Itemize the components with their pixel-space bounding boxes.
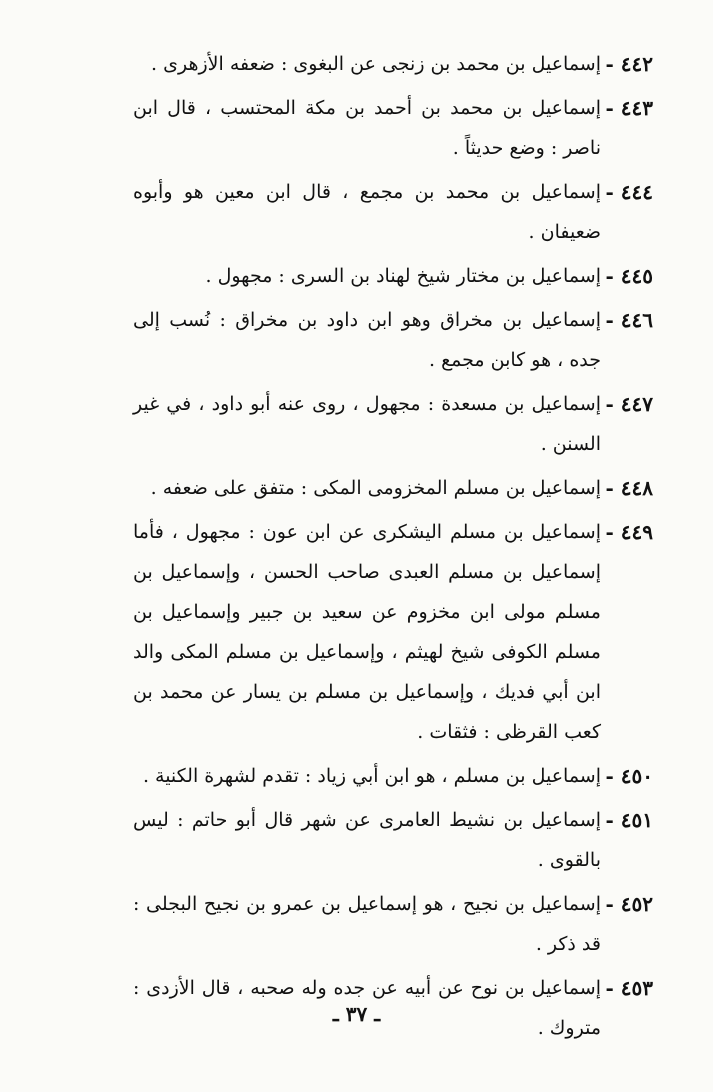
entry-448: [133, 468, 653, 508]
entry-450: [133, 756, 653, 796]
entry-text: إسماعيل بن محمد بن أحمد بن مكة المحتسب ، قال ابن ناصر : وضع حديثاً .: [133, 97, 601, 159]
entry-number: ٤٤٩ -: [605, 520, 653, 544]
entry-text: إسماعيل بن نجيح ، هو إسماعيل بن عمرو بن نجيح البجلى : قد ذكر .: [133, 893, 601, 955]
entry-text: إسماعيل بن محمد بن مجمع ، قال ابن معين هو وأبوه ضعيفان .: [133, 181, 601, 243]
entry-text: إسماعيل بن محمد بن زنجى عن البغوى : ضعفه الأزهرى .: [151, 53, 601, 75]
entry-number: ٤٥٣ -: [605, 976, 653, 1000]
entry-number: ٤٤٢ -: [605, 52, 653, 76]
entry-number: ٤٥٢ -: [605, 892, 653, 916]
entry-number: ٤٤٣ -: [605, 96, 653, 120]
entry-text: إسماعيل بن نوح عن أبيه عن جده وله صحبه ، قال الأزدى : متروك .: [133, 977, 601, 1039]
entry-446: [133, 300, 653, 380]
entry-443: [133, 88, 653, 168]
entry-text: إسماعيل بن مسلم المخزومى المكى : متفق على ضعفه .: [150, 477, 601, 499]
entry-number: ٤٤٤ -: [605, 180, 653, 204]
entry-number: ٤٥٠ -: [605, 764, 653, 788]
entry-text: إسماعيل بن مسعدة : مجهول ، روى عنه أبو داود ، في غير السنن .: [133, 393, 601, 455]
entry-number: ٤٤٦ -: [605, 308, 653, 332]
entry-447: [133, 384, 653, 464]
entry-text: إسماعيل بن مخراق وهو ابن داود بن مخراق : نُسب إلى جده ، هو كابن مجمع .: [133, 309, 601, 371]
entry-number: ٤٤٧ -: [605, 392, 653, 416]
entry-444: [133, 172, 653, 252]
entry-text: إسماعيل بن مختار شيخ لهناد بن السرى : مجهول .: [205, 265, 601, 287]
entry-number: ٤٥١ -: [605, 808, 653, 832]
entry-number: ٤٤٨ -: [605, 476, 653, 500]
entry-452: [133, 884, 653, 964]
entry-number: ٤٤٥ -: [605, 264, 653, 288]
entry-text: إسماعيل بن مسلم اليشكرى عن ابن عون : مجهول ، فأما إسماعيل بن مسلم العبدى صاحب الحسن ، وإسماعيل بن مسلم مولى ابن مخزوم عن سعيد بن جبير وإسماعيل بن مسلم الكوفى شيخ لهيثم ، وإسماعيل بن مسلم المكى والد ابن أبي فديك ، وإسماعيل بن مسلم بن يسار عن محمد بن كعب القرظى : فثقات .: [133, 521, 601, 743]
entry-442: [133, 44, 653, 84]
entry-text: إسماعيل بن مسلم ، هو ابن أبي زياد : تقدم لشهرة الكنية .: [142, 765, 601, 787]
entry-445: [133, 256, 653, 296]
entry-451: [133, 800, 653, 880]
entry-449: [133, 512, 653, 752]
biographical-entries: [133, 44, 653, 1052]
entry-text: إسماعيل بن نشيط العامرى عن شهر قال أبو حاتم : ليس بالقوى .: [133, 809, 601, 871]
page-number: ـ ٣٧ ـ: [332, 1002, 381, 1026]
